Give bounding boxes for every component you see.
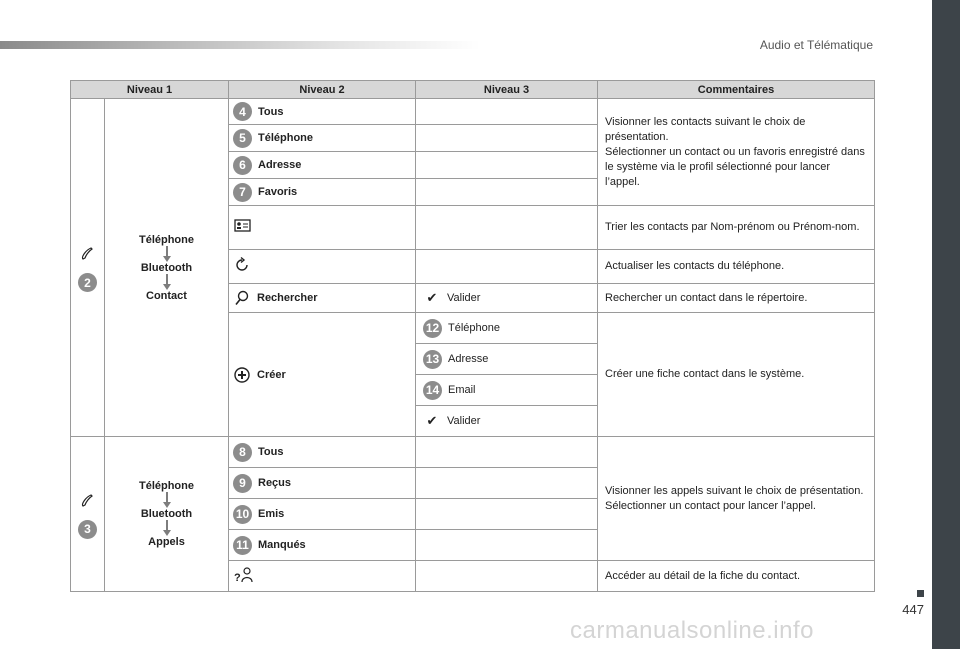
level3-cell xyxy=(416,250,598,284)
header-title: Audio et Télématique xyxy=(759,38,873,52)
comment-cell xyxy=(598,99,875,206)
level2-cell xyxy=(229,179,416,206)
level2-cell xyxy=(229,499,416,530)
level2-label: Adresse xyxy=(258,159,302,171)
comment-cell xyxy=(598,561,875,592)
level3-cell xyxy=(416,344,598,375)
header-level3: Niveau 3 xyxy=(416,81,598,99)
level2-label: Emis xyxy=(258,508,285,520)
comment-cell xyxy=(598,250,875,284)
contact-detail-icon xyxy=(233,566,255,584)
level2-cell xyxy=(229,468,416,499)
menu-table xyxy=(70,80,875,592)
header-level2: Niveau 2 xyxy=(229,81,416,99)
level3-label: Valider xyxy=(447,415,481,427)
step-badge: 9 xyxy=(233,474,252,493)
step-badge: 5 xyxy=(233,129,252,148)
comment-text: Visionner les appels suivant le choix de présentation. Sélectionner un contact pour lancer l’appel. xyxy=(605,484,864,512)
comment-cell xyxy=(598,313,875,437)
step-badge: 11 xyxy=(233,536,252,555)
comment-text: Actualiser les contacts du téléphone. xyxy=(605,260,785,272)
sort-contacts-icon xyxy=(233,218,253,234)
level2-cell xyxy=(229,561,416,592)
level2-label: Favoris xyxy=(258,186,298,198)
step-badge: 10 xyxy=(233,505,252,524)
header-gradient-bar xyxy=(0,41,480,49)
comment-cell xyxy=(598,437,875,561)
step-badge: 4 xyxy=(233,102,252,121)
phone-icon xyxy=(77,243,99,265)
level2-label: Téléphone xyxy=(258,132,314,144)
path-step: Bluetooth xyxy=(140,261,193,274)
path-step: Contact xyxy=(146,289,187,302)
comment-text: Trier les contacts par Nom-prénom ou Prénom-nom. xyxy=(605,221,860,233)
level3-cell xyxy=(416,284,598,313)
level3-cell xyxy=(416,530,598,561)
level2-cell xyxy=(229,99,416,125)
page-corner-mark xyxy=(917,590,924,597)
comment-cell xyxy=(598,284,875,313)
level3-cell xyxy=(416,561,598,592)
step-badge: 7 xyxy=(233,183,252,202)
step-badge: 12 xyxy=(423,319,442,338)
level1-path-cell xyxy=(105,437,229,592)
page-number: 447 xyxy=(902,602,924,617)
step-badge: 8 xyxy=(233,443,252,462)
side-strip xyxy=(932,0,960,649)
level2-label: Tous xyxy=(258,446,284,458)
comment-text: Accéder au détail de la fiche du contact. xyxy=(605,569,801,582)
level3-cell xyxy=(416,125,598,152)
level2-label: Tous xyxy=(258,105,284,118)
comment-text: Créer une fiche contact dans le système. xyxy=(605,368,805,380)
level3-label: Email xyxy=(448,384,476,396)
checkmark-icon: ✔ xyxy=(426,413,438,428)
level2-cell xyxy=(229,437,416,468)
level2-cell xyxy=(229,125,416,152)
path-step: Bluetooth xyxy=(140,508,193,520)
path-step: Téléphone xyxy=(138,233,194,246)
comment-text: Visionner les contacts suivant le choix de présentation. Sélectionner un contact ou un favoris enregistré dans le système via le profil sélectionné pour lancer l’appel. xyxy=(605,115,865,188)
level3-cell xyxy=(416,437,598,468)
level2-cell xyxy=(229,284,416,313)
level3-cell xyxy=(416,499,598,530)
level3-cell xyxy=(416,152,598,179)
level1-path-cell xyxy=(105,99,229,437)
comment-text: Rechercher un contact dans le répertoire. xyxy=(605,291,808,304)
header-comments: Commentaires xyxy=(598,81,875,99)
level3-cell xyxy=(416,206,598,250)
table-row xyxy=(71,99,875,125)
level3-label: Valider xyxy=(447,292,481,304)
path-step: Téléphone xyxy=(138,480,194,492)
level2-cell xyxy=(229,152,416,179)
step-badge: 13 xyxy=(423,350,442,369)
level3-cell xyxy=(416,179,598,206)
level3-cell xyxy=(416,468,598,499)
level2-label: Reçus xyxy=(258,477,292,489)
level3-label: Téléphone xyxy=(448,322,500,334)
step-badge: 3 xyxy=(78,520,97,539)
arrow-down-icon xyxy=(163,246,171,262)
level2-label: Rechercher xyxy=(257,292,318,304)
header-level1: Niveau 1 xyxy=(71,81,229,99)
level3-cell xyxy=(416,375,598,406)
step-badge: 2 xyxy=(78,273,97,292)
refresh-icon xyxy=(233,256,251,274)
level2-cell xyxy=(229,530,416,561)
step-badge: 14 xyxy=(423,381,442,400)
arrow-down-icon xyxy=(163,492,171,508)
level1-icon-cell xyxy=(71,99,105,437)
level2-cell xyxy=(229,206,416,250)
level2-label: Créer xyxy=(257,368,286,381)
level2-cell xyxy=(229,250,416,284)
level2-cell xyxy=(229,313,416,437)
arrow-down-icon xyxy=(163,274,171,290)
level3-cell xyxy=(416,313,598,344)
level3-cell xyxy=(416,406,598,437)
checkmark-icon: ✔ xyxy=(426,290,438,305)
comment-cell xyxy=(598,206,875,250)
level3-cell xyxy=(416,99,598,125)
level1-icon-cell xyxy=(71,437,105,592)
table-header-row xyxy=(71,81,875,99)
add-circle-icon xyxy=(233,366,251,384)
watermark: carmanualsonline.info xyxy=(570,617,814,644)
table-row xyxy=(71,437,875,468)
svg-text:?: ? xyxy=(234,571,241,584)
level3-label: Adresse xyxy=(448,353,489,365)
search-icon xyxy=(233,289,251,307)
path-step: Appels xyxy=(148,536,185,548)
phone-icon xyxy=(77,490,99,512)
step-badge: 6 xyxy=(233,156,252,175)
level2-label: Manqués xyxy=(258,539,306,551)
arrow-down-icon xyxy=(163,520,171,536)
